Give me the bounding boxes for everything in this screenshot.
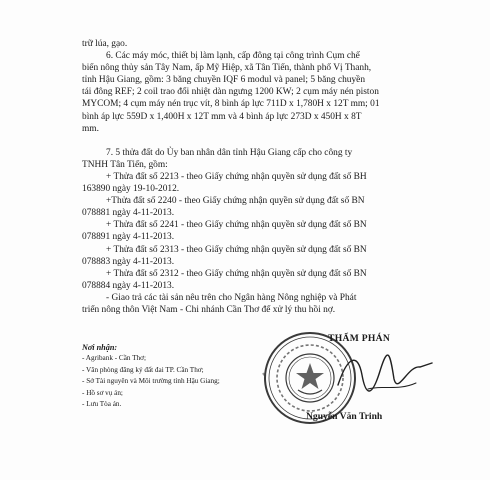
parcel-date: 078884 ngày 4-11-2013. bbox=[82, 280, 175, 291]
signer-title: THẨM PHÁN bbox=[328, 333, 391, 344]
item-7-line: TNHH Tân Tiến, gồm: bbox=[82, 159, 168, 170]
parcel-line: + Thửa đất số 2313 - theo Giấy chứng nhận quyền sử dụng đất số BN bbox=[106, 244, 367, 255]
parcel-date: 078881 ngày 4-11-2013. bbox=[82, 208, 175, 219]
handwritten-signature-icon bbox=[328, 345, 438, 407]
parcel-date: 078891 ngày 4-11-2013. bbox=[82, 232, 175, 243]
document-body bbox=[82, 38, 440, 316]
recipient-item: - Văn phòng đăng ký đất đai TP. Cần Thơ; bbox=[82, 365, 204, 374]
item-6-line: tái đông REF; 2 coil trao đổi nhiệt dàn ngưng 1200 KW; 2 cụm máy nén piston bbox=[82, 87, 379, 98]
parcel-line: + Thửa đất số 2213 - theo Giấy chứng nhận quyền sử dụng đất số BH bbox=[106, 171, 367, 182]
recipient-item: - Agribank - Cần Thơ; bbox=[82, 354, 146, 363]
item-6-line: bình áp lực 559D x 1,400H x 12T mm và 4 bình áp lực 273D x 450H x 8T bbox=[82, 111, 362, 122]
continuation-line: trữ lúa, gạo. bbox=[82, 39, 128, 49]
item-6-line: MYCOM; 4 cụm máy nén trục vít, 8 bình áp lực 711D x 1,780H x 12T mm; 01 bbox=[82, 99, 380, 110]
recipient-item: - Sở Tài nguyên và Môi trường tỉnh Hậu Giang; bbox=[82, 377, 220, 386]
item-6-line: tỉnh Hậu Giang, gồm: 3 băng chuyền IQF 6 modul và panel; 5 băng chuyền bbox=[82, 75, 366, 86]
item-6-line: mm. bbox=[82, 123, 99, 134]
recipients-block bbox=[82, 342, 282, 410]
recipient-item: - Lưu Tòa án. bbox=[82, 400, 122, 409]
signer-name: Nguyễn Văn Trinh bbox=[306, 411, 383, 422]
recipients-header: Nơi nhận: bbox=[82, 343, 118, 352]
closing-line: - Giao trả các tài sản nêu trên cho Ngân hàng Nông nghiệp và Phát bbox=[106, 292, 357, 303]
item-6-line: 6. Các máy móc, thiết bị làm lạnh, cấp đông tại công trình Cụm chế bbox=[106, 51, 360, 62]
closing-line: triển nông thôn Việt Nam - Chi nhánh Cần Thơ để xử lý thu hồi nợ. bbox=[82, 304, 336, 315]
parcel-date: 078883 ngày 4-11-2013. bbox=[82, 256, 175, 267]
parcel-date: 163890 ngày 19-10-2012. bbox=[82, 184, 180, 195]
item-6-paragraph bbox=[82, 50, 440, 135]
parcel-line: +Thửa đất số 2240 - theo Giấy chứng nhận quyền sử dụng đất số BN bbox=[106, 196, 365, 207]
recipient-item: - Hồ sơ vụ án; bbox=[82, 388, 123, 397]
parcel-line: + Thửa đất số 2241 - theo Giấy chứng nhận quyền sử dụng đất số BN bbox=[106, 220, 367, 231]
item-7-paragraph bbox=[82, 147, 440, 316]
item-7-line: 7. 5 thửa đất do Ủy ban nhân dân tỉnh Hậu Giang cấp cho công ty bbox=[106, 147, 353, 158]
parcel-line: + Thửa đất số 2312 - theo Giấy chứng nhận quyền sử dụng đất số BN bbox=[106, 268, 367, 279]
item-6-line: biến nông thủy sản Tây Nam, ấp Mỹ Hiệp, xã Tân Tiến, thành phố Vị Thanh, bbox=[82, 63, 372, 74]
